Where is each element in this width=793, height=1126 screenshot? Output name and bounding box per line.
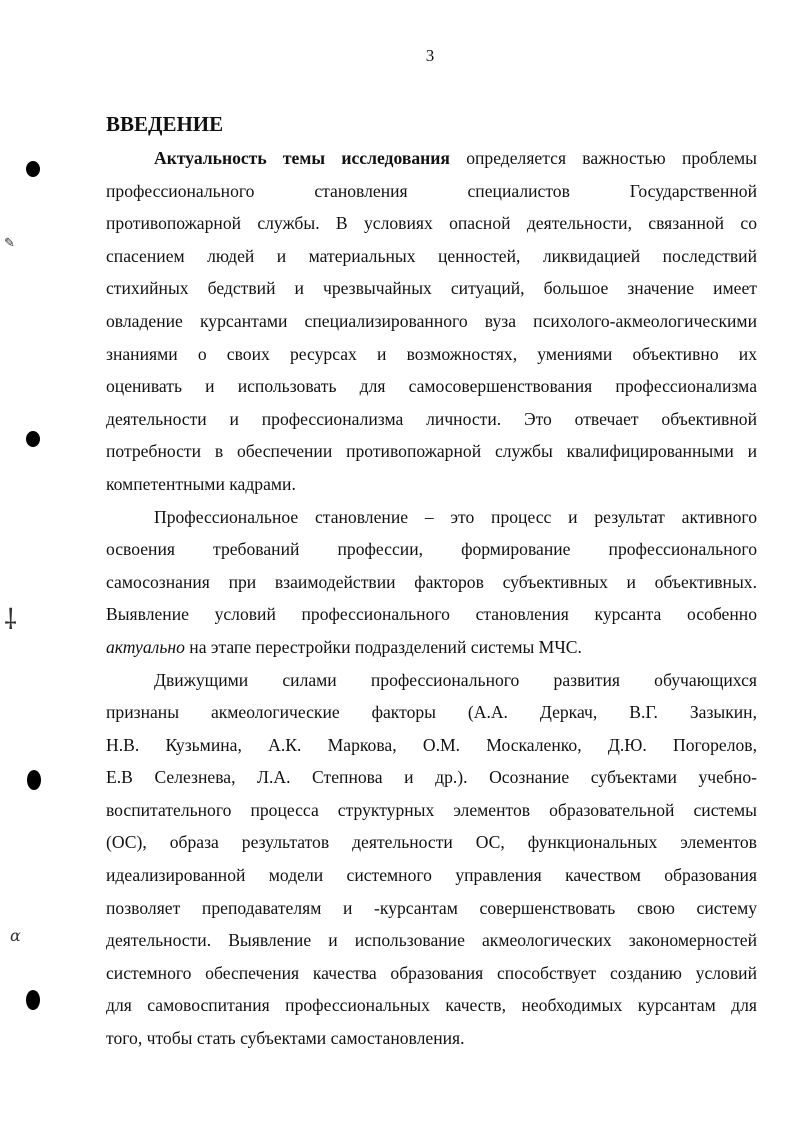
text-line: противопожарной службы. В условиях опасной деятельности, связанной со xyxy=(106,213,757,234)
text-line: позволяет преподавателям и -курсантам совершенствовать свою систему xyxy=(106,897,757,918)
text-line: Профессиональное становление – это процесс и результат активного xyxy=(154,506,757,527)
text-line: спасением людей и материальных ценностей, ликвидацией последствий xyxy=(106,245,757,266)
text-line: деятельности и профессионализма личности. Это отвечает объективной xyxy=(106,408,757,429)
text-line: признаны акмеологические факторы (А.А. Деркач, В.Г. Зазыкин, xyxy=(106,702,757,723)
text-fragment: на этапе перестройки подразделений системы МЧС. xyxy=(184,636,582,657)
scribble-mark-icon: ✎ xyxy=(4,236,15,251)
text-line: идеализированной модели системного управления качеством образования xyxy=(106,865,757,886)
text-line: освоения требований профессии, формирование профессионального xyxy=(106,539,757,560)
text-line: компетентными кадрами. xyxy=(106,473,296,494)
text-line: Н.В. Кузьмина, А.К. Маркова, О.М. Москаленко, Д.Ю. Погорелов, xyxy=(106,734,757,755)
text-line: системного обеспечения качества образования способствует созданию условий xyxy=(106,962,757,983)
paragraph-driving-forces xyxy=(106,664,757,1055)
text-line: самосознания при взаимодействии факторов субъективных и объективных. xyxy=(106,571,757,592)
text-line: для самовоспитания профессиональных качеств, необходимых курсантам для xyxy=(106,995,757,1016)
text-line: Выявление условий профессионального становления курсанта особенно xyxy=(106,604,757,625)
punch-hole-mark xyxy=(26,431,40,447)
document-body xyxy=(106,110,757,1055)
section-heading: ВВЕДЕНИЕ xyxy=(106,112,224,136)
paragraph-relevance xyxy=(106,142,757,501)
text-line: стихийных бедствий и чрезвычайных ситуаций, большое значение имеет xyxy=(106,278,757,299)
punch-hole-mark xyxy=(26,990,40,1010)
bold-lead: Актуальность темы исследования xyxy=(154,148,450,168)
text-line: Движущими силами профессионального развития обучающихся xyxy=(154,669,757,690)
punch-hole-mark xyxy=(27,770,41,790)
text-line: деятельности. Выявление и использование акмеологических закономерностей xyxy=(106,930,757,951)
text-line: овладение курсантами специализированного вуза психолого-акмеологическими xyxy=(106,310,757,331)
text-line: Е.В Селезнева, Л.А. Степнова и др.). Осознание субъектами учебно- xyxy=(106,767,757,788)
text-line: определяется важностью проблемы xyxy=(449,148,758,168)
text-line: воспитательного процесса структурных элементов образовательной системы xyxy=(106,799,757,820)
scribble-mark-icon: ⸸ xyxy=(4,603,18,636)
page-number: 3 xyxy=(425,46,435,65)
text-line: знаниями о своих ресурсах и возможностях, умениями объективно их xyxy=(106,343,757,364)
text-line: оценивать и использовать для самосовершенствования профессионализма xyxy=(106,376,757,397)
text-line: того, чтобы стать субъектами самостановления. xyxy=(106,1028,465,1049)
paragraph-formation xyxy=(106,501,757,664)
punch-hole-mark xyxy=(26,161,40,177)
text-line xyxy=(106,631,757,664)
text-line: потребности в обеспечении противопожарной службы квалифицированными и xyxy=(106,441,757,462)
text-line: (ОС), образа результатов деятельности ОС, функциональных элементов xyxy=(106,832,757,853)
text-line: профессионального становления специалистов Государственной xyxy=(106,180,757,201)
italic-word: актуально xyxy=(106,636,185,657)
scribble-mark-icon: ɑ xyxy=(10,926,21,945)
